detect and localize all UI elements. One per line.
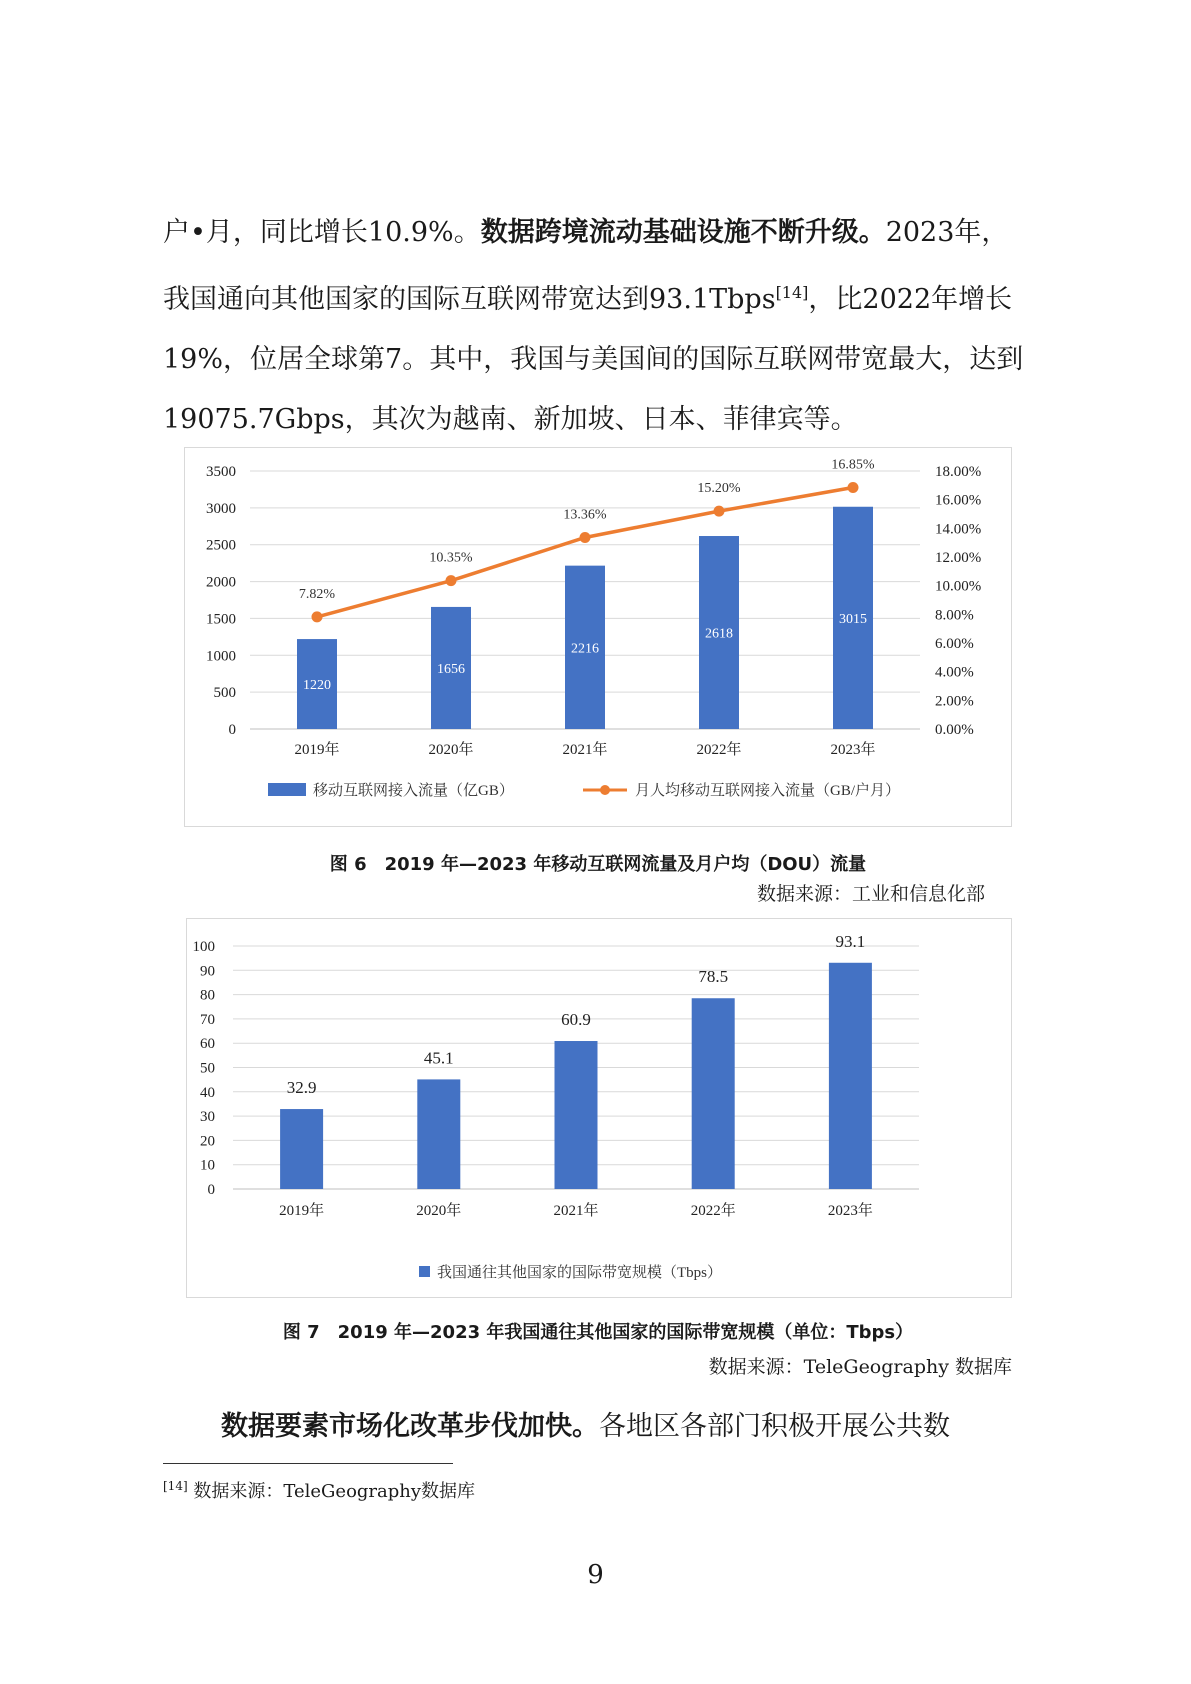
paragraph-bold-lead: 数据要素市场化改革步伐加快。	[221, 1411, 599, 1442]
figure-6-source: 数据来源：工业和信息化部	[756, 883, 985, 905]
x-axis-tick-label: 2020年	[428, 742, 474, 758]
y-axis-tick-label: 20	[200, 1133, 215, 1150]
bar-data-label: 1656	[437, 661, 465, 677]
legend-bar-swatch	[268, 783, 306, 796]
line-point	[714, 506, 725, 517]
y2-axis-tick-label: 12.00%	[935, 550, 982, 566]
body-paragraph-2	[163, 1397, 1033, 1457]
bar	[829, 963, 872, 1189]
y2-axis-tick-label: 10.00%	[935, 578, 982, 595]
page-number: 9	[587, 1560, 604, 1590]
legend-label: 移动互联网接入流量（亿GB）	[313, 783, 514, 799]
y-axis-tick-label: 70	[200, 1011, 215, 1028]
y-axis-tick-label: 50	[200, 1060, 215, 1077]
y-axis-tick-label: 60	[200, 1036, 215, 1053]
line-point	[446, 575, 457, 586]
y2-axis-tick-label: 0.00%	[935, 722, 974, 738]
footnote-text: 数据来源：TeleGeography数据库	[193, 1481, 476, 1502]
x-axis-tick-label: 2021年	[562, 742, 608, 758]
paragraph-text: 户•月，同比增长10.9%。	[163, 217, 481, 248]
x-axis-tick-label: 2022年	[690, 1203, 736, 1219]
line-point	[848, 482, 859, 493]
legend-line-marker	[600, 785, 610, 795]
y-axis-tick-label: 3500	[206, 464, 236, 480]
paragraph-text: 2023年，我国通向其他国家的国际互联网带宽达到93.1Tbps	[163, 217, 1009, 315]
y-axis-tick-label: 80	[200, 987, 215, 1004]
figure-6-chart	[184, 447, 1012, 827]
bar-data-label: 60.9	[561, 1010, 591, 1030]
y-axis-tick-label: 10	[200, 1157, 215, 1174]
y2-axis-tick-label: 14.00%	[935, 521, 982, 538]
paragraph-bold-lead: 数据跨境流动基础设施不断升级。	[480, 217, 886, 248]
y-axis-tick-label: 100	[192, 939, 215, 955]
line-data-label: 7.82%	[298, 586, 336, 602]
bar	[280, 1109, 323, 1189]
x-axis-tick-label: 2021年	[553, 1203, 599, 1219]
bar-data-label: 78.5	[698, 967, 729, 987]
y-axis-tick-label: 1500	[206, 611, 236, 628]
line-data-label: 15.20%	[697, 481, 741, 497]
footnote-reference[interactable]: [14]	[775, 283, 809, 302]
y2-axis-tick-label: 6.00%	[935, 636, 974, 652]
x-axis-tick-label: 2019年	[294, 742, 340, 758]
x-axis-tick-label: 2023年	[830, 742, 876, 758]
line-point	[580, 532, 591, 543]
y2-axis-tick-label: 2.00%	[935, 693, 974, 710]
y-axis-tick-label: 2500	[206, 537, 236, 554]
body-paragraph-1	[163, 203, 1033, 450]
bar-data-label: 3015	[839, 611, 867, 627]
bar-data-label: 45.1	[423, 1048, 454, 1068]
figure-7-caption: 图 7 2019 年—2023 年我国通往其他国家的国际带宽规模（单位：Tbps）	[282, 1322, 914, 1343]
bar-data-label: 93.1	[835, 931, 866, 951]
y2-axis-tick-label: 18.00%	[935, 464, 982, 480]
x-axis-tick-label: 2020年	[416, 1203, 462, 1219]
y-axis-tick-label: 3000	[206, 500, 236, 517]
y-axis-tick-label: 1000	[206, 648, 236, 665]
bar-data-label: 1220	[303, 678, 331, 694]
x-axis-tick-label: 2019年	[279, 1203, 325, 1219]
line-point	[312, 611, 323, 622]
x-axis-tick-label: 2023年	[827, 1203, 873, 1219]
bar-data-label: 32.9	[286, 1078, 317, 1098]
line-data-label: 10.35%	[429, 550, 473, 566]
y2-axis-tick-label: 4.00%	[935, 664, 974, 681]
line-data-label: 16.85%	[831, 457, 875, 473]
y-axis-tick-label: 30	[200, 1109, 215, 1126]
paragraph-text: ，比2022年增长19%，位居全球第7。其中，我国与美国间的国际互联网带宽最大，达到19075.7Gbps，其次为越南、新加坡、日本、菲律宾等。	[163, 284, 1024, 435]
figure-6-caption: 图 6 2019 年—2023 年移动互联网流量及月户均（DOU）流量	[329, 854, 867, 875]
figure-6-svg	[185, 448, 1011, 826]
y-axis-tick-label: 0	[228, 722, 236, 738]
paragraph-text: 各地区各部门积极开展公共数	[599, 1411, 950, 1442]
y-axis-tick-label: 40	[200, 1084, 215, 1101]
y-axis-tick-label: 2000	[206, 574, 236, 591]
bar-data-label: 2618	[705, 626, 733, 642]
x-axis-tick-label: 2022年	[696, 742, 742, 758]
bar-data-label: 2216	[571, 641, 599, 657]
legend-label: 我国通往其他国家的国际带宽规模（Tbps）	[437, 1265, 723, 1281]
y2-axis-tick-label: 16.00%	[935, 492, 982, 509]
y2-axis-tick-label: 8.00%	[935, 607, 974, 624]
y-axis-tick-label: 0	[207, 1182, 215, 1198]
y-axis-tick-label: 90	[200, 963, 215, 980]
figure-7-chart	[186, 918, 1012, 1298]
bar	[555, 1041, 598, 1189]
footnote-divider	[163, 1463, 453, 1464]
legend-bar-swatch	[419, 1266, 430, 1277]
line-data-label: 13.36%	[563, 507, 607, 523]
bar	[692, 998, 735, 1189]
footnote	[163, 1477, 475, 1503]
footnote-number: [14]	[163, 1479, 188, 1493]
bar	[417, 1079, 460, 1189]
figure-7-source: 数据来源：TeleGeography 数据库	[708, 1356, 1012, 1378]
figure-7-svg	[187, 919, 1011, 1297]
y-axis-tick-label: 500	[213, 685, 236, 702]
legend-label: 月人均移动互联网接入流量（GB/户月）	[635, 783, 901, 799]
